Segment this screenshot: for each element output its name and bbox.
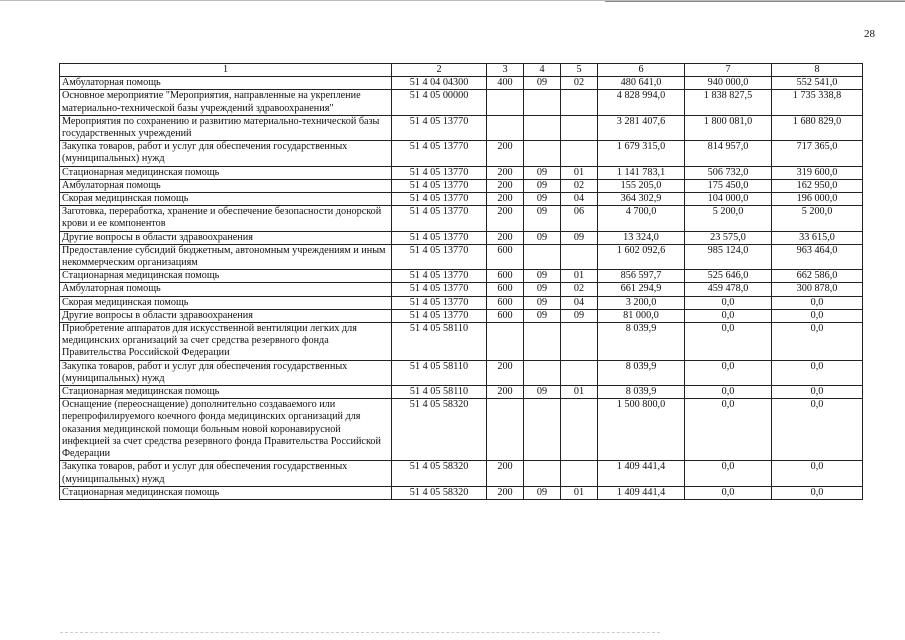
row-col6-cell: 4 700,0 — [598, 206, 685, 231]
row-code-cell: 51 4 05 58320 — [392, 486, 487, 499]
row-col6-cell: 1 409 441,4 — [598, 461, 685, 486]
row-col4-cell — [524, 461, 561, 486]
row-col5-cell — [561, 90, 598, 115]
header-cell-2: 2 — [392, 64, 487, 77]
row-col3-cell: 200 — [487, 141, 524, 166]
row-col8-cell: 1 680 829,0 — [772, 115, 863, 140]
row-col7-cell: 0,0 — [685, 486, 772, 499]
row-col5-cell: 02 — [561, 283, 598, 296]
row-col8-cell: 0,0 — [772, 399, 863, 461]
row-col4-cell: 09 — [524, 386, 561, 399]
row-name-cell: Стационарная медицинская помощь — [60, 166, 392, 179]
row-col7-cell: 459 478,0 — [685, 283, 772, 296]
row-col4-cell: 09 — [524, 486, 561, 499]
top-scan-line — [605, 1, 905, 2]
row-col4-cell: 09 — [524, 166, 561, 179]
row-col5-cell: 01 — [561, 486, 598, 499]
row-col8-cell: 662 586,0 — [772, 270, 863, 283]
row-col4-cell: 09 — [524, 179, 561, 192]
row-name-cell: Другие вопросы в области здравоохранения — [60, 309, 392, 322]
table-row — [60, 141, 863, 166]
row-col4-cell — [524, 141, 561, 166]
row-col5-cell — [561, 399, 598, 461]
row-col4-cell: 09 — [524, 309, 561, 322]
row-col6-cell: 480 641,0 — [598, 77, 685, 90]
table-row — [60, 231, 863, 244]
row-code-cell: 51 4 05 13770 — [392, 193, 487, 206]
row-col6-cell: 1 679 315,0 — [598, 141, 685, 166]
row-code-cell: 51 4 05 58110 — [392, 386, 487, 399]
header-cell-7: 7 — [685, 64, 772, 77]
row-col5-cell: 01 — [561, 166, 598, 179]
row-col3-cell: 200 — [487, 486, 524, 499]
row-name-cell: Закупка товаров, работ и услуг для обеспечения государственных (муниципальных) нужд — [60, 141, 392, 166]
row-col8-cell: 0,0 — [772, 461, 863, 486]
row-col3-cell: 400 — [487, 77, 524, 90]
row-col3-cell: 200 — [487, 231, 524, 244]
row-col4-cell — [524, 244, 561, 269]
row-name-cell: Стационарная медицинская помощь — [60, 486, 392, 499]
row-col5-cell: 04 — [561, 193, 598, 206]
table-row — [60, 193, 863, 206]
table-row — [60, 399, 863, 461]
row-name-cell: Закупка товаров, работ и услуг для обеспечения государственных (муниципальных) нужд — [60, 461, 392, 486]
row-col3-cell: 600 — [487, 244, 524, 269]
row-col8-cell: 0,0 — [772, 296, 863, 309]
row-col7-cell: 506 732,0 — [685, 166, 772, 179]
row-name-cell: Амбулаторная помощь — [60, 283, 392, 296]
row-col6-cell: 661 294,9 — [598, 283, 685, 296]
row-col6-cell: 856 597,7 — [598, 270, 685, 283]
header-cell-3: 3 — [487, 64, 524, 77]
row-col7-cell: 0,0 — [685, 399, 772, 461]
row-col3-cell: 200 — [487, 179, 524, 192]
table-row — [60, 270, 863, 283]
table-row — [60, 179, 863, 192]
row-col8-cell: 717 365,0 — [772, 141, 863, 166]
row-col8-cell: 1 735 338,8 — [772, 90, 863, 115]
row-col8-cell: 0,0 — [772, 486, 863, 499]
row-col8-cell: 0,0 — [772, 323, 863, 361]
row-col3-cell: 200 — [487, 360, 524, 385]
row-col7-cell: 525 646,0 — [685, 270, 772, 283]
table-row — [60, 386, 863, 399]
row-code-cell: 51 4 05 58320 — [392, 461, 487, 486]
table-header-row — [60, 64, 863, 77]
row-col5-cell — [561, 115, 598, 140]
row-code-cell: 51 4 05 13770 — [392, 179, 487, 192]
row-col4-cell: 09 — [524, 206, 561, 231]
row-col6-cell: 81 000,0 — [598, 309, 685, 322]
row-col6-cell: 1 141 783,1 — [598, 166, 685, 179]
row-col5-cell — [561, 141, 598, 166]
table-row — [60, 296, 863, 309]
row-col7-cell: 0,0 — [685, 461, 772, 486]
row-col7-cell: 0,0 — [685, 309, 772, 322]
row-col5-cell: 09 — [561, 309, 598, 322]
row-col4-cell — [524, 399, 561, 461]
row-col8-cell: 0,0 — [772, 309, 863, 322]
row-code-cell: 51 4 05 13770 — [392, 270, 487, 283]
budget-table-body — [60, 64, 863, 500]
row-code-cell: 51 4 05 13770 — [392, 206, 487, 231]
row-col3-cell: 200 — [487, 461, 524, 486]
row-code-cell: 51 4 05 13770 — [392, 166, 487, 179]
row-col4-cell — [524, 115, 561, 140]
row-code-cell: 51 4 05 58110 — [392, 323, 487, 361]
row-col6-cell: 1 409 441,4 — [598, 486, 685, 499]
row-code-cell: 51 4 05 13770 — [392, 283, 487, 296]
row-col3-cell — [487, 323, 524, 361]
row-col5-cell: 02 — [561, 77, 598, 90]
row-col3-cell: 200 — [487, 193, 524, 206]
row-col4-cell: 09 — [524, 231, 561, 244]
table-row — [60, 283, 863, 296]
row-col3-cell: 600 — [487, 283, 524, 296]
row-name-cell: Заготовка, переработка, хранение и обеспечение безопасности донорской крови и ее компонентов — [60, 206, 392, 231]
row-col5-cell — [561, 461, 598, 486]
table-row — [60, 77, 863, 90]
row-code-cell: 51 4 05 13770 — [392, 296, 487, 309]
row-col6-cell: 364 302,9 — [598, 193, 685, 206]
row-code-cell: 51 4 05 13770 — [392, 141, 487, 166]
row-col7-cell: 104 000,0 — [685, 193, 772, 206]
row-col7-cell: 1 838 827,5 — [685, 90, 772, 115]
row-col8-cell: 0,0 — [772, 360, 863, 385]
row-col5-cell: 04 — [561, 296, 598, 309]
row-col5-cell: 02 — [561, 179, 598, 192]
row-code-cell: 51 4 05 13770 — [392, 231, 487, 244]
row-col7-cell: 0,0 — [685, 360, 772, 385]
row-col6-cell: 13 324,0 — [598, 231, 685, 244]
row-name-cell: Оснащение (переоснащение) дополнительно создаваемого или перепрофилируемого коечного фонда медицинских организаций для оказания медицинской помощи больным новой коронавирусной инфекцией за счет средства резервного фонда Правительства Российской Федерации — [60, 399, 392, 461]
row-name-cell: Мероприятия по сохранению и развитию материально-технической базы государственных учреждений — [60, 115, 392, 140]
row-col5-cell — [561, 360, 598, 385]
row-col4-cell: 09 — [524, 270, 561, 283]
row-code-cell: 51 4 05 58320 — [392, 399, 487, 461]
row-col4-cell: 09 — [524, 193, 561, 206]
row-col8-cell: 196 000,0 — [772, 193, 863, 206]
row-name-cell: Основное мероприятие "Мероприятия, направленные на укрепление материально-технической базы учреждений здравоохранения" — [60, 90, 392, 115]
row-col4-cell: 09 — [524, 296, 561, 309]
row-col8-cell: 963 464,0 — [772, 244, 863, 269]
row-col8-cell: 0,0 — [772, 386, 863, 399]
row-col6-cell: 155 205,0 — [598, 179, 685, 192]
row-name-cell: Предоставление субсидий бюджетным, автономным учреждениям и иным некоммерческим организациям — [60, 244, 392, 269]
table-row — [60, 360, 863, 385]
table-row — [60, 461, 863, 486]
bottom-scan-edge — [60, 632, 660, 637]
row-col5-cell: 01 — [561, 270, 598, 283]
table-row — [60, 90, 863, 115]
budget-table — [59, 63, 863, 500]
row-code-cell: 51 4 05 13770 — [392, 115, 487, 140]
row-name-cell: Амбулаторная помощь — [60, 77, 392, 90]
row-col3-cell — [487, 399, 524, 461]
row-col7-cell: 175 450,0 — [685, 179, 772, 192]
row-name-cell: Скорая медицинская помощь — [60, 296, 392, 309]
row-col7-cell: 985 124,0 — [685, 244, 772, 269]
row-col3-cell: 600 — [487, 309, 524, 322]
row-col4-cell: 09 — [524, 77, 561, 90]
row-col6-cell: 1 500 800,0 — [598, 399, 685, 461]
header-cell-6: 6 — [598, 64, 685, 77]
row-col6-cell: 3 281 407,6 — [598, 115, 685, 140]
row-col7-cell: 940 000,0 — [685, 77, 772, 90]
row-name-cell: Амбулаторная помощь — [60, 179, 392, 192]
row-col6-cell: 3 200,0 — [598, 296, 685, 309]
table-row — [60, 115, 863, 140]
row-col5-cell: 09 — [561, 231, 598, 244]
table-row — [60, 486, 863, 499]
row-name-cell: Стационарная медицинская помощь — [60, 270, 392, 283]
row-col4-cell: 09 — [524, 283, 561, 296]
row-col6-cell: 8 039,9 — [598, 323, 685, 361]
row-col7-cell: 1 800 081,0 — [685, 115, 772, 140]
row-col7-cell: 23 575,0 — [685, 231, 772, 244]
header-cell-5: 5 — [561, 64, 598, 77]
row-col3-cell — [487, 115, 524, 140]
row-code-cell: 51 4 05 00000 — [392, 90, 487, 115]
row-col8-cell: 319 600,0 — [772, 166, 863, 179]
row-col8-cell: 5 200,0 — [772, 206, 863, 231]
row-col8-cell: 162 950,0 — [772, 179, 863, 192]
row-col8-cell: 300 878,0 — [772, 283, 863, 296]
row-code-cell: 51 4 05 13770 — [392, 244, 487, 269]
table-row — [60, 309, 863, 322]
row-col6-cell: 8 039,9 — [598, 360, 685, 385]
row-col3-cell: 600 — [487, 270, 524, 283]
header-cell-4: 4 — [524, 64, 561, 77]
row-col7-cell: 0,0 — [685, 386, 772, 399]
header-cell-8: 8 — [772, 64, 863, 77]
row-col5-cell — [561, 244, 598, 269]
row-name-cell: Стационарная медицинская помощь — [60, 386, 392, 399]
row-name-cell: Скорая медицинская помощь — [60, 193, 392, 206]
table-row — [60, 244, 863, 269]
table-row — [60, 166, 863, 179]
row-col7-cell: 0,0 — [685, 296, 772, 309]
row-col6-cell: 8 039,9 — [598, 386, 685, 399]
row-col6-cell: 1 602 092,6 — [598, 244, 685, 269]
row-col4-cell — [524, 90, 561, 115]
row-col3-cell — [487, 90, 524, 115]
row-col5-cell: 01 — [561, 386, 598, 399]
row-col3-cell: 200 — [487, 166, 524, 179]
row-code-cell: 51 4 04 04300 — [392, 77, 487, 90]
row-col8-cell: 33 615,0 — [772, 231, 863, 244]
row-col5-cell — [561, 323, 598, 361]
row-col4-cell — [524, 360, 561, 385]
header-cell-1: 1 — [60, 64, 392, 77]
row-col7-cell: 814 957,0 — [685, 141, 772, 166]
row-col3-cell: 200 — [487, 386, 524, 399]
row-name-cell: Другие вопросы в области здравоохранения — [60, 231, 392, 244]
row-code-cell: 51 4 05 58110 — [392, 360, 487, 385]
row-col7-cell: 5 200,0 — [685, 206, 772, 231]
row-col3-cell: 200 — [487, 206, 524, 231]
row-col8-cell: 552 541,0 — [772, 77, 863, 90]
table-row — [60, 206, 863, 231]
row-name-cell: Приобретение аппаратов для искусственной вентиляции легких для медицинских организаций за счет средства резервного фонда Правительства Российской Федерации — [60, 323, 392, 361]
row-col6-cell: 4 828 994,0 — [598, 90, 685, 115]
row-col3-cell: 600 — [487, 296, 524, 309]
table-row — [60, 323, 863, 361]
row-col7-cell: 0,0 — [685, 323, 772, 361]
row-code-cell: 51 4 05 13770 — [392, 309, 487, 322]
row-name-cell: Закупка товаров, работ и услуг для обеспечения государственных (муниципальных) нужд — [60, 360, 392, 385]
row-col5-cell: 06 — [561, 206, 598, 231]
page-number: 28 — [864, 28, 875, 40]
row-col4-cell — [524, 323, 561, 361]
